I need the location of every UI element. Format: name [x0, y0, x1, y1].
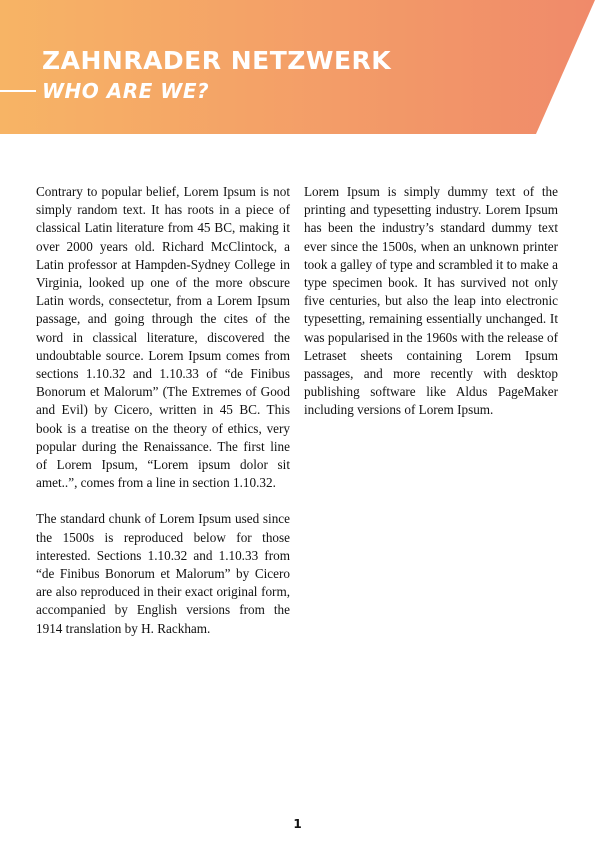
page-number: 1	[293, 817, 302, 831]
paragraph: The standard chunk of Lorem Ipsum used since the 1500s is reproduced below for those interested. Sections 1.10.32 and 1.10.33 from “de Finibus Bonorum et Malorum” by Cicero are also reproduced in their exact original form, accompanied by English versions from the 1914 translation by H. Rackham.	[36, 511, 290, 636]
header-rule	[0, 90, 36, 92]
right-column	[304, 183, 558, 438]
paragraph: Lorem Ipsum is simply dummy text of the printing and typesetting industry. Lorem Ipsum has been the industry’s standard dummy text ever since the 1500s, when an unknown printer took a galley of type and scrambled it to make a type specimen book. It has survived not only five centuries, but also the leap into electronic typesetting, remaining essentially unchanged. It was popularised in the 1960s with the release of Letraset sheets containing Lorem Ipsum passages, and more recently with desktop publishing software like Aldus PageMaker including versions of Lorem Ipsum.	[304, 184, 558, 418]
left-column	[36, 183, 290, 656]
header-banner	[0, 0, 595, 134]
page-subtitle: WHO ARE WE?	[42, 79, 210, 103]
page-title: ZAHNRADER NETZWERK	[42, 46, 392, 75]
paragraph: Contrary to popular belief, Lorem Ipsum is not simply random text. It has roots in a piece of classical Latin literature from 45 BC, making it over 2000 years old. Richard McClintock, a Latin professor at Hampden-Sydney College in Virginia, looked up one of the more obscure Latin words, consectetur, from a Lorem Ipsum passage, and going through the cites of the word in classical literature, discovered the undoubtable source. Lorem Ipsum comes from sections 1.10.32 and 1.10.33 of “de Finibus Bonorum et Malorum” (The Extremes of Good and Evil) by Cicero, written in 45 BC. This book is a treatise on the theory of ethics, very popular during the Renaissance. The first line of Lorem Ipsum, “Lorem ipsum dolor sit amet..”, comes from a line in section 1.10.32.	[36, 184, 290, 491]
